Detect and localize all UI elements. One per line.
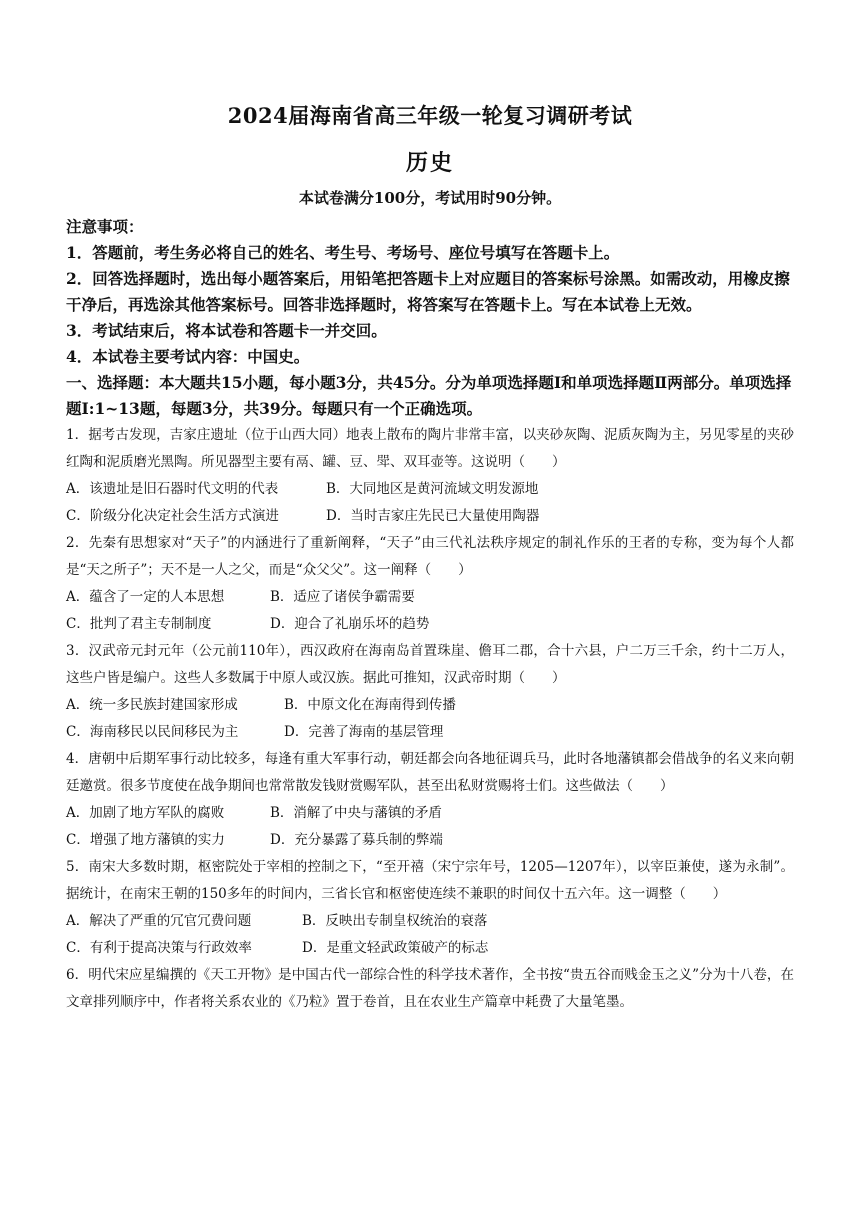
note-item: 2．回答选择题时，选出每小题答案后，用铅笔把答题卡上对应题目的答案标号涂黑。如需改动，用橡皮擦干净后，再选涂其他答案标号。回答非选择题时，将答案写在答题卡上。写在本试卷上无效。: [66, 269, 790, 314]
option-a: A．解决了严重的冗官冗费问题: [66, 913, 252, 929]
exam-title: 2024届海南省高三年级一轮复习调研考试: [227, 103, 633, 128]
question-2: [66, 530, 794, 638]
option-b: B．消解了中央与藩镇的矛盾: [270, 805, 442, 821]
option-row: [66, 692, 794, 719]
option-a: A．统一多民族封建国家形成: [66, 697, 238, 713]
option-d: D．是重文轻武政策破产的标志: [302, 940, 489, 956]
option-d: D．当时吉家庄先民已大量使用陶器: [326, 508, 540, 524]
question-3: [66, 638, 794, 746]
question-stem: 5．南宋大多数时期，枢密院处于宰相的控制之下，“至开禧（宋宁宗年号，1205—1207年），以宰臣兼使，遂为永制”。据统计，在南宋王朝的150多年的时间内，三省长官和枢密使连续不兼职的时间仅十五六年。这一调整（ ）: [66, 859, 794, 902]
section-heading: 一、选择题：本大题共15小题，每小题3分，共45分。分为单项选择题Ⅰ和单项选择题Ⅱ两部分。单项选择题Ⅰ:1~13题，每题3分，共39分。每题只有一个正确选项。: [66, 373, 792, 418]
option-row: [66, 611, 794, 638]
question-4: [66, 746, 794, 854]
option-row: [66, 584, 794, 611]
question-stem: 2．先秦有思想家对“天子”的内涵进行了重新阐释，“天子”由三代礼法秩序规定的制礼作乐的王者的专称，变为每个人都是“天之所子”；天不是一人之父，而是“众父父”。这一阐释（ ）: [66, 535, 794, 578]
option-b: B．大同地区是黄河流域文明发源地: [326, 481, 539, 497]
option-c: C．阶级分化决定社会生活方式演进: [66, 508, 279, 524]
notes-heading: 注意事项：: [66, 217, 144, 236]
option-c: C．有利于提高决策与行政效率: [66, 940, 252, 956]
option-c: C．海南移民以民间移民为主: [66, 724, 239, 740]
option-d: D．迎合了礼崩乐坏的趋势: [270, 616, 430, 632]
note-item: 3．考试结束后，将本试卷和答题卡一并交回。: [66, 321, 387, 340]
question-stem: 6．明代宋应星编撰的《天工开物》是中国古代一部综合性的科学技术著作，全书按“贵五谷而贱金玉之义”分为十八卷，在文章排列顺序中，作者将关系农业的《乃粒》置于卷首，且在农业生产篇章中耗费了大量笔墨。: [66, 967, 794, 1010]
option-row: [66, 719, 794, 746]
option-d: D．完善了海南的基层管理: [284, 724, 444, 740]
option-row: [66, 908, 794, 935]
question-stem: 1．据考古发现，吉家庄遗址（位于山西大同）地表上散布的陶片非常丰富，以夹砂灰陶、泥质灰陶为主，另见零星的夹砂红陶和泥质磨光黑陶。所见器型主要有鬲、罐、豆、斝、双耳壶等。这说明（ ）: [66, 427, 794, 470]
question-6: [66, 962, 794, 1016]
option-d: D．充分暴露了募兵制的弊端: [270, 832, 443, 848]
question-stem: 3．汉武帝元封元年（公元前110年），西汉政府在海南岛首置珠崖、儋耳二郡，合十六县，户二万三千余，约十二万人，这些户皆是编户。这些人多数属于中原人或汉族。据此可推知，汉武帝时期（ ）: [66, 643, 794, 686]
exam-info: 本试卷满分100分，考试用时90分钟。: [298, 189, 562, 207]
note-item: 1．答题前，考生务必将自己的姓名、考生号、考场号、座位号填写在答题卡上。: [66, 243, 620, 262]
option-row: [66, 827, 794, 854]
option-row: [66, 476, 794, 503]
subject-title: 历史: [405, 150, 454, 176]
option-a: A．加剧了地方军队的腐败: [66, 805, 225, 821]
option-b: B．反映出专制皇权统治的衰落: [302, 913, 488, 929]
note-item: 4．本试卷主要考试内容：中国史。: [66, 347, 310, 366]
option-c: C．批判了君主专制制度: [66, 616, 212, 632]
exam-content: [66, 214, 794, 1016]
option-row: [66, 800, 794, 827]
question-1: [66, 422, 794, 530]
option-b: B．中原文化在海南得到传播: [284, 697, 456, 713]
option-a: A．该遗址是旧石器时代文明的代表: [66, 481, 279, 497]
question-stem: 4．唐朝中后期军事行动比较多，每逢有重大军事行动，朝廷都会向各地征调兵马，此时各地藩镇都会借战争的名义来向朝廷邀赏。很多节度使在战争期间也常常散发钱财赏赐军队，甚至出私财赏赐将士们。这些做法（ ）: [66, 751, 794, 794]
question-5: [66, 854, 794, 962]
option-a: A．蕴含了一定的人本思想: [66, 589, 225, 605]
option-c: C．增强了地方藩镇的实力: [66, 832, 225, 848]
option-b: B．适应了诸侯争霸需要: [270, 589, 415, 605]
option-row: [66, 935, 794, 962]
option-row: [66, 503, 794, 530]
